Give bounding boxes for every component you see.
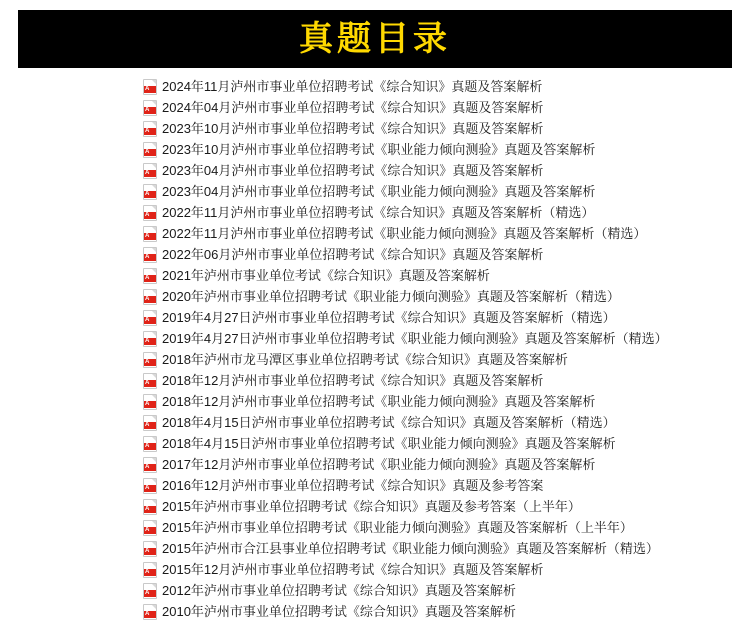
list-item[interactable] (0, 160, 750, 181)
list-item[interactable] (0, 538, 750, 559)
list-item-link[interactable]: 2018年12月泸州市事业单位招聘考试《职业能力倾向测验》真题及答案解析 (162, 394, 596, 409)
list-item[interactable] (0, 433, 750, 454)
list-item-link[interactable]: 2016年12月泸州市事业单位招聘考试《综合知识》真题及参考答案 (162, 478, 544, 493)
pdf-file-icon (143, 100, 157, 116)
list-item-link[interactable]: 2018年4月15日泸州市事业单位招聘考试《综合知识》真题及答案解析（精选） (162, 415, 616, 430)
list-item-link[interactable]: 2021年泸州市事业单位考试《综合知识》真题及答案解析 (162, 268, 490, 283)
list-item-link[interactable]: 2010年泸州市事业单位招聘考试《综合知识》真题及答案解析 (162, 604, 516, 619)
pdf-file-icon (143, 289, 157, 305)
list-item-link[interactable]: 2019年4月27日泸州市事业单位招聘考试《职业能力倾向测验》真题及答案解析（精选） (162, 331, 668, 346)
pdf-file-icon (143, 415, 157, 431)
list-item-link[interactable]: 2015年12月泸州市事业单位招聘考试《综合知识》真题及答案解析 (162, 562, 544, 577)
pdf-file-icon (143, 184, 157, 200)
pdf-file-icon (143, 226, 157, 242)
list-item-link[interactable]: 2023年10月泸州市事业单位招聘考试《综合知识》真题及答案解析 (162, 121, 544, 136)
pdf-file-icon (143, 436, 157, 452)
pdf-file-icon (143, 562, 157, 578)
list-item-link[interactable]: 2024年11月泸州市事业单位招聘考试《综合知识》真题及答案解析 (162, 79, 543, 94)
list-item-link[interactable]: 2019年4月27日泸州市事业单位招聘考试《综合知识》真题及答案解析（精选） (162, 310, 616, 325)
list-item-link[interactable]: 2015年泸州市事业单位招聘考试《综合知识》真题及参考答案（上半年） (162, 499, 581, 514)
list-item-link[interactable]: 2012年泸州市事业单位招聘考试《综合知识》真题及答案解析 (162, 583, 516, 598)
list-item[interactable] (0, 328, 750, 349)
list-item-link[interactable]: 2022年11月泸州市事业单位招聘考试《职业能力倾向测验》真题及答案解析（精选） (162, 226, 647, 241)
list-item-link[interactable]: 2018年4月15日泸州市事业单位招聘考试《职业能力倾向测验》真题及答案解析 (162, 436, 616, 451)
list-item[interactable] (0, 97, 750, 118)
list-item-link[interactable]: 2023年04月泸州市事业单位招聘考试《职业能力倾向测验》真题及答案解析 (162, 184, 596, 199)
list-item-link[interactable]: 2022年06月泸州市事业单位招聘考试《综合知识》真题及答案解析 (162, 247, 544, 262)
page-banner (18, 10, 732, 68)
list-item[interactable] (0, 412, 750, 433)
list-item[interactable] (0, 517, 750, 538)
list-item[interactable] (0, 286, 750, 307)
list-item[interactable] (0, 559, 750, 580)
pdf-file-icon (143, 541, 157, 557)
pdf-file-icon (143, 121, 157, 137)
pdf-file-icon (143, 394, 157, 410)
list-item[interactable] (0, 265, 750, 286)
pdf-file-icon (143, 79, 157, 95)
pdf-file-icon (143, 247, 157, 263)
pdf-file-icon (143, 457, 157, 473)
list-item[interactable] (0, 391, 750, 412)
pdf-file-icon (143, 583, 157, 599)
list-item-link[interactable]: 2015年泸州市合江县事业单位招聘考试《职业能力倾向测验》真题及答案解析（精选） (162, 541, 659, 556)
pdf-file-icon (143, 352, 157, 368)
list-item[interactable] (0, 244, 750, 265)
list-item[interactable] (0, 118, 750, 139)
list-item[interactable] (0, 76, 750, 97)
list-item-link[interactable]: 2018年泸州市龙马潭区事业单位招聘考试《综合知识》真题及答案解析 (162, 352, 568, 367)
list-item[interactable] (0, 496, 750, 517)
list-item-link[interactable]: 2022年11月泸州市事业单位招聘考试《综合知识》真题及答案解析（精选） (162, 205, 595, 220)
list-item-link[interactable]: 2017年12月泸州市事业单位招聘考试《职业能力倾向测验》真题及答案解析 (162, 457, 596, 472)
list-item[interactable] (0, 475, 750, 496)
pdf-file-icon (143, 520, 157, 536)
pdf-file-icon (143, 142, 157, 158)
pdf-file-icon (143, 604, 157, 620)
list-item[interactable] (0, 349, 750, 370)
pdf-file-icon (143, 205, 157, 221)
list-item[interactable] (0, 580, 750, 601)
list-item[interactable] (0, 307, 750, 328)
list-item[interactable] (0, 181, 750, 202)
list-item[interactable] (0, 223, 750, 244)
list-item-link[interactable]: 2020年泸州市事业单位招聘考试《职业能力倾向测验》真题及答案解析（精选） (162, 289, 620, 304)
pdf-file-icon (143, 499, 157, 515)
pdf-file-icon (143, 310, 157, 326)
list-item[interactable] (0, 601, 750, 622)
pdf-file-icon (143, 268, 157, 284)
list-item-link[interactable]: 2018年12月泸州市事业单位招聘考试《综合知识》真题及答案解析 (162, 373, 544, 388)
list-item-link[interactable]: 2015年泸州市事业单位招聘考试《职业能力倾向测验》真题及答案解析（上半年） (162, 520, 633, 535)
pdf-file-icon (143, 163, 157, 179)
list-item[interactable] (0, 370, 750, 391)
pdf-file-icon (143, 478, 157, 494)
list-item[interactable] (0, 139, 750, 160)
pdf-file-icon (143, 331, 157, 347)
page-title: 真题目录 (299, 19, 451, 59)
list-item[interactable] (0, 202, 750, 223)
exam-paper-list (0, 76, 750, 622)
list-item[interactable] (0, 454, 750, 475)
pdf-file-icon (143, 373, 157, 389)
list-item-link[interactable]: 2023年04月泸州市事业单位招聘考试《综合知识》真题及答案解析 (162, 163, 544, 178)
list-item-link[interactable]: 2023年10月泸州市事业单位招聘考试《职业能力倾向测验》真题及答案解析 (162, 142, 596, 157)
list-item-link[interactable]: 2024年04月泸州市事业单位招聘考试《综合知识》真题及答案解析 (162, 100, 544, 115)
